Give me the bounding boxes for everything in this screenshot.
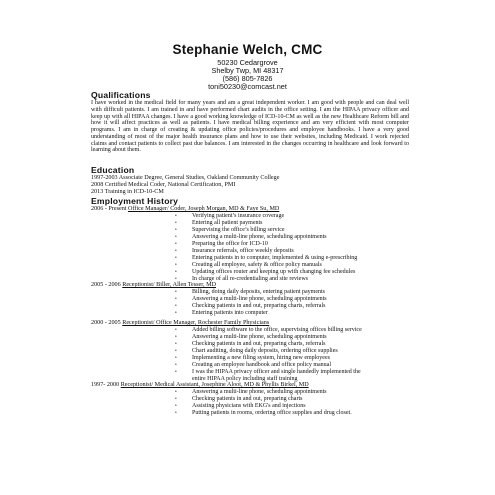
bullet-icon: • — [175, 328, 177, 333]
duty-item: • Creating all employee, safety & office policy manuals — [175, 262, 322, 268]
duty-item: • Creating an employee handbook and office policy manual — [175, 362, 332, 368]
duty-item: • Billing, doing daily deposits, entering patient payments — [175, 289, 325, 295]
duty-item: • Added billing software to the office, supervising offices billing service — [175, 327, 362, 333]
email-address: toni50230@comcast.net — [208, 82, 287, 91]
bullet-icon: • — [175, 363, 177, 368]
job-title: Receptionist/ Biller, Allen Tesser, MD — [122, 282, 217, 288]
duty-item: • Checking patients in and out, preparing charts, referrals — [175, 303, 326, 309]
bullet-icon: • — [175, 390, 177, 395]
bullet-icon: • — [175, 235, 177, 240]
job-period: 1997- 2000 — [91, 382, 120, 388]
duty-item: • Insurance referrals, office weekly deposits — [175, 248, 294, 254]
duty-item: • Implementing a new filing system, hiring new employees — [175, 355, 330, 361]
bullet-icon: • — [175, 270, 177, 275]
education-line: 2008 Certified Medical Coder, National Certification, PMI — [91, 182, 236, 188]
job-header — [91, 320, 269, 327]
duty-item: • Entering all patient payments — [175, 220, 263, 226]
bullet-icon: • — [175, 290, 177, 295]
bullet-icon: • — [175, 404, 177, 409]
duty-item: • Checking patients in and out, preparing charts — [175, 396, 303, 402]
address-line-1: 50230 Cedargrove — [217, 58, 278, 67]
bullet-icon: • — [175, 242, 177, 247]
duty-item: • Answering a multi-line phone, scheduling appointments — [175, 296, 327, 302]
duty-item: • In charge of all re-credentialing and site reviews — [175, 276, 309, 282]
education-line: 1997-2003 Associate Degree, General Studies, Oakland Community College — [91, 175, 280, 181]
bullet-icon: • — [175, 214, 177, 219]
education-line: 2013 Training in ICD-10-CM — [91, 189, 164, 195]
bullet-icon: • — [175, 297, 177, 302]
bullet-icon: • — [175, 228, 177, 233]
bullet-icon: • — [175, 397, 177, 402]
duty-item: • Entering patients in to computer, implemented & using e-prescribing — [175, 255, 358, 261]
bullet-icon: • — [175, 311, 177, 316]
job-period: 2000 - 2005 — [91, 320, 121, 326]
bullet-icon: • — [175, 335, 177, 340]
job-header — [91, 206, 279, 213]
duty-item: • Checking patients in and out, preparing charts, referrals — [175, 341, 326, 347]
duty-item: • Answering a multi-line phone, scheduling appointments — [175, 234, 327, 240]
resume-name: Stephanie Welch, CMC — [172, 42, 323, 57]
duty-item: • Putting patients in rooms, ordering office supplies and drug closet. — [175, 410, 352, 416]
bullet-icon: • — [175, 304, 177, 309]
duty-item: • Answering a multi-line phone, scheduling appointments — [175, 334, 327, 340]
duty-item: • Verifying patient’s insurance coverage — [175, 213, 285, 219]
bullet-icon: • — [175, 277, 177, 282]
qualifications-heading: Qualifications — [91, 90, 151, 100]
bullet-icon: • — [175, 411, 177, 416]
job-title: Receptionist/ Medical Assistant, Josephine Aloot, MD & Phyllis Birkel, MD — [120, 382, 309, 388]
duty-item: • Preparing the office for ICD-10 — [175, 241, 268, 247]
job-header — [91, 282, 216, 289]
bullet-icon: • — [175, 342, 177, 347]
job-period: 2006 - Present — [91, 206, 127, 212]
education-heading: Education — [91, 165, 135, 175]
bullet-icon: • — [175, 349, 177, 354]
bullet-icon: • — [175, 370, 177, 375]
duty-item: • Entering patients into computer — [175, 310, 268, 316]
duty-item: • Updating offices router and keeping up with changing fee schedules — [175, 269, 356, 275]
bullet-icon: • — [175, 221, 177, 226]
bullet-icon: • — [175, 356, 177, 361]
duty-item: • Answering a multi-line phone, scheduling appointments — [175, 389, 327, 395]
qualifications-text: I have worked in the medical field for many years and am a great independent worker. I am good with people and can deal well with difficult patients. I am trained in and have performed chart audits in the office setting. I am the HIPAA privacy officer and keep up with all HIPAA changes. I have a good working knowledge of ICD-10-CM as well as the new Healthcare Reform bill and how it will affect practices as well as patients. I have medical billing experience and am very efficient with most computer programs. I am in charge of creating & updating office policies/procedures and employee handbooks. I have a very good understanding of most of the major health insurance plans and how to use their websites, including Medicaid. I work rejected claims and contact patients to collect past due balances. I am interested in the changes occurring in healthcare and look forward to learning about them. — [91, 100, 409, 154]
job-header — [91, 382, 309, 389]
duty-item-continuation: entire HIPAA policy including staff training — [192, 376, 298, 382]
bullet-icon: • — [175, 256, 177, 261]
job-period: 2005 - 2006 — [91, 282, 121, 288]
job-title: Receptionist/ Office Manager, Rochester Family Physicians — [122, 320, 270, 326]
duty-item: • I was the HIPAA privacy officer and single handedly implemented the — [175, 369, 361, 375]
job-title: Office Manager/ Coder, Joseph Morgan, MD & Faye Su, MD — [128, 206, 280, 212]
duty-item: • Chart auditing, doing daily deposits, ordering office supplies — [175, 348, 338, 354]
bullet-icon: • — [175, 263, 177, 268]
employment-heading: Employment History — [91, 196, 179, 206]
duty-item: • Supervising the office’s billing service — [175, 227, 285, 233]
address-line-2: Shelby Twp, MI 48317 — [211, 66, 284, 75]
phone-number: (586) 805-7826 — [222, 74, 273, 83]
duty-item: • Assisting physicians with EKG's and injections — [175, 403, 306, 409]
bullet-icon: • — [175, 249, 177, 254]
